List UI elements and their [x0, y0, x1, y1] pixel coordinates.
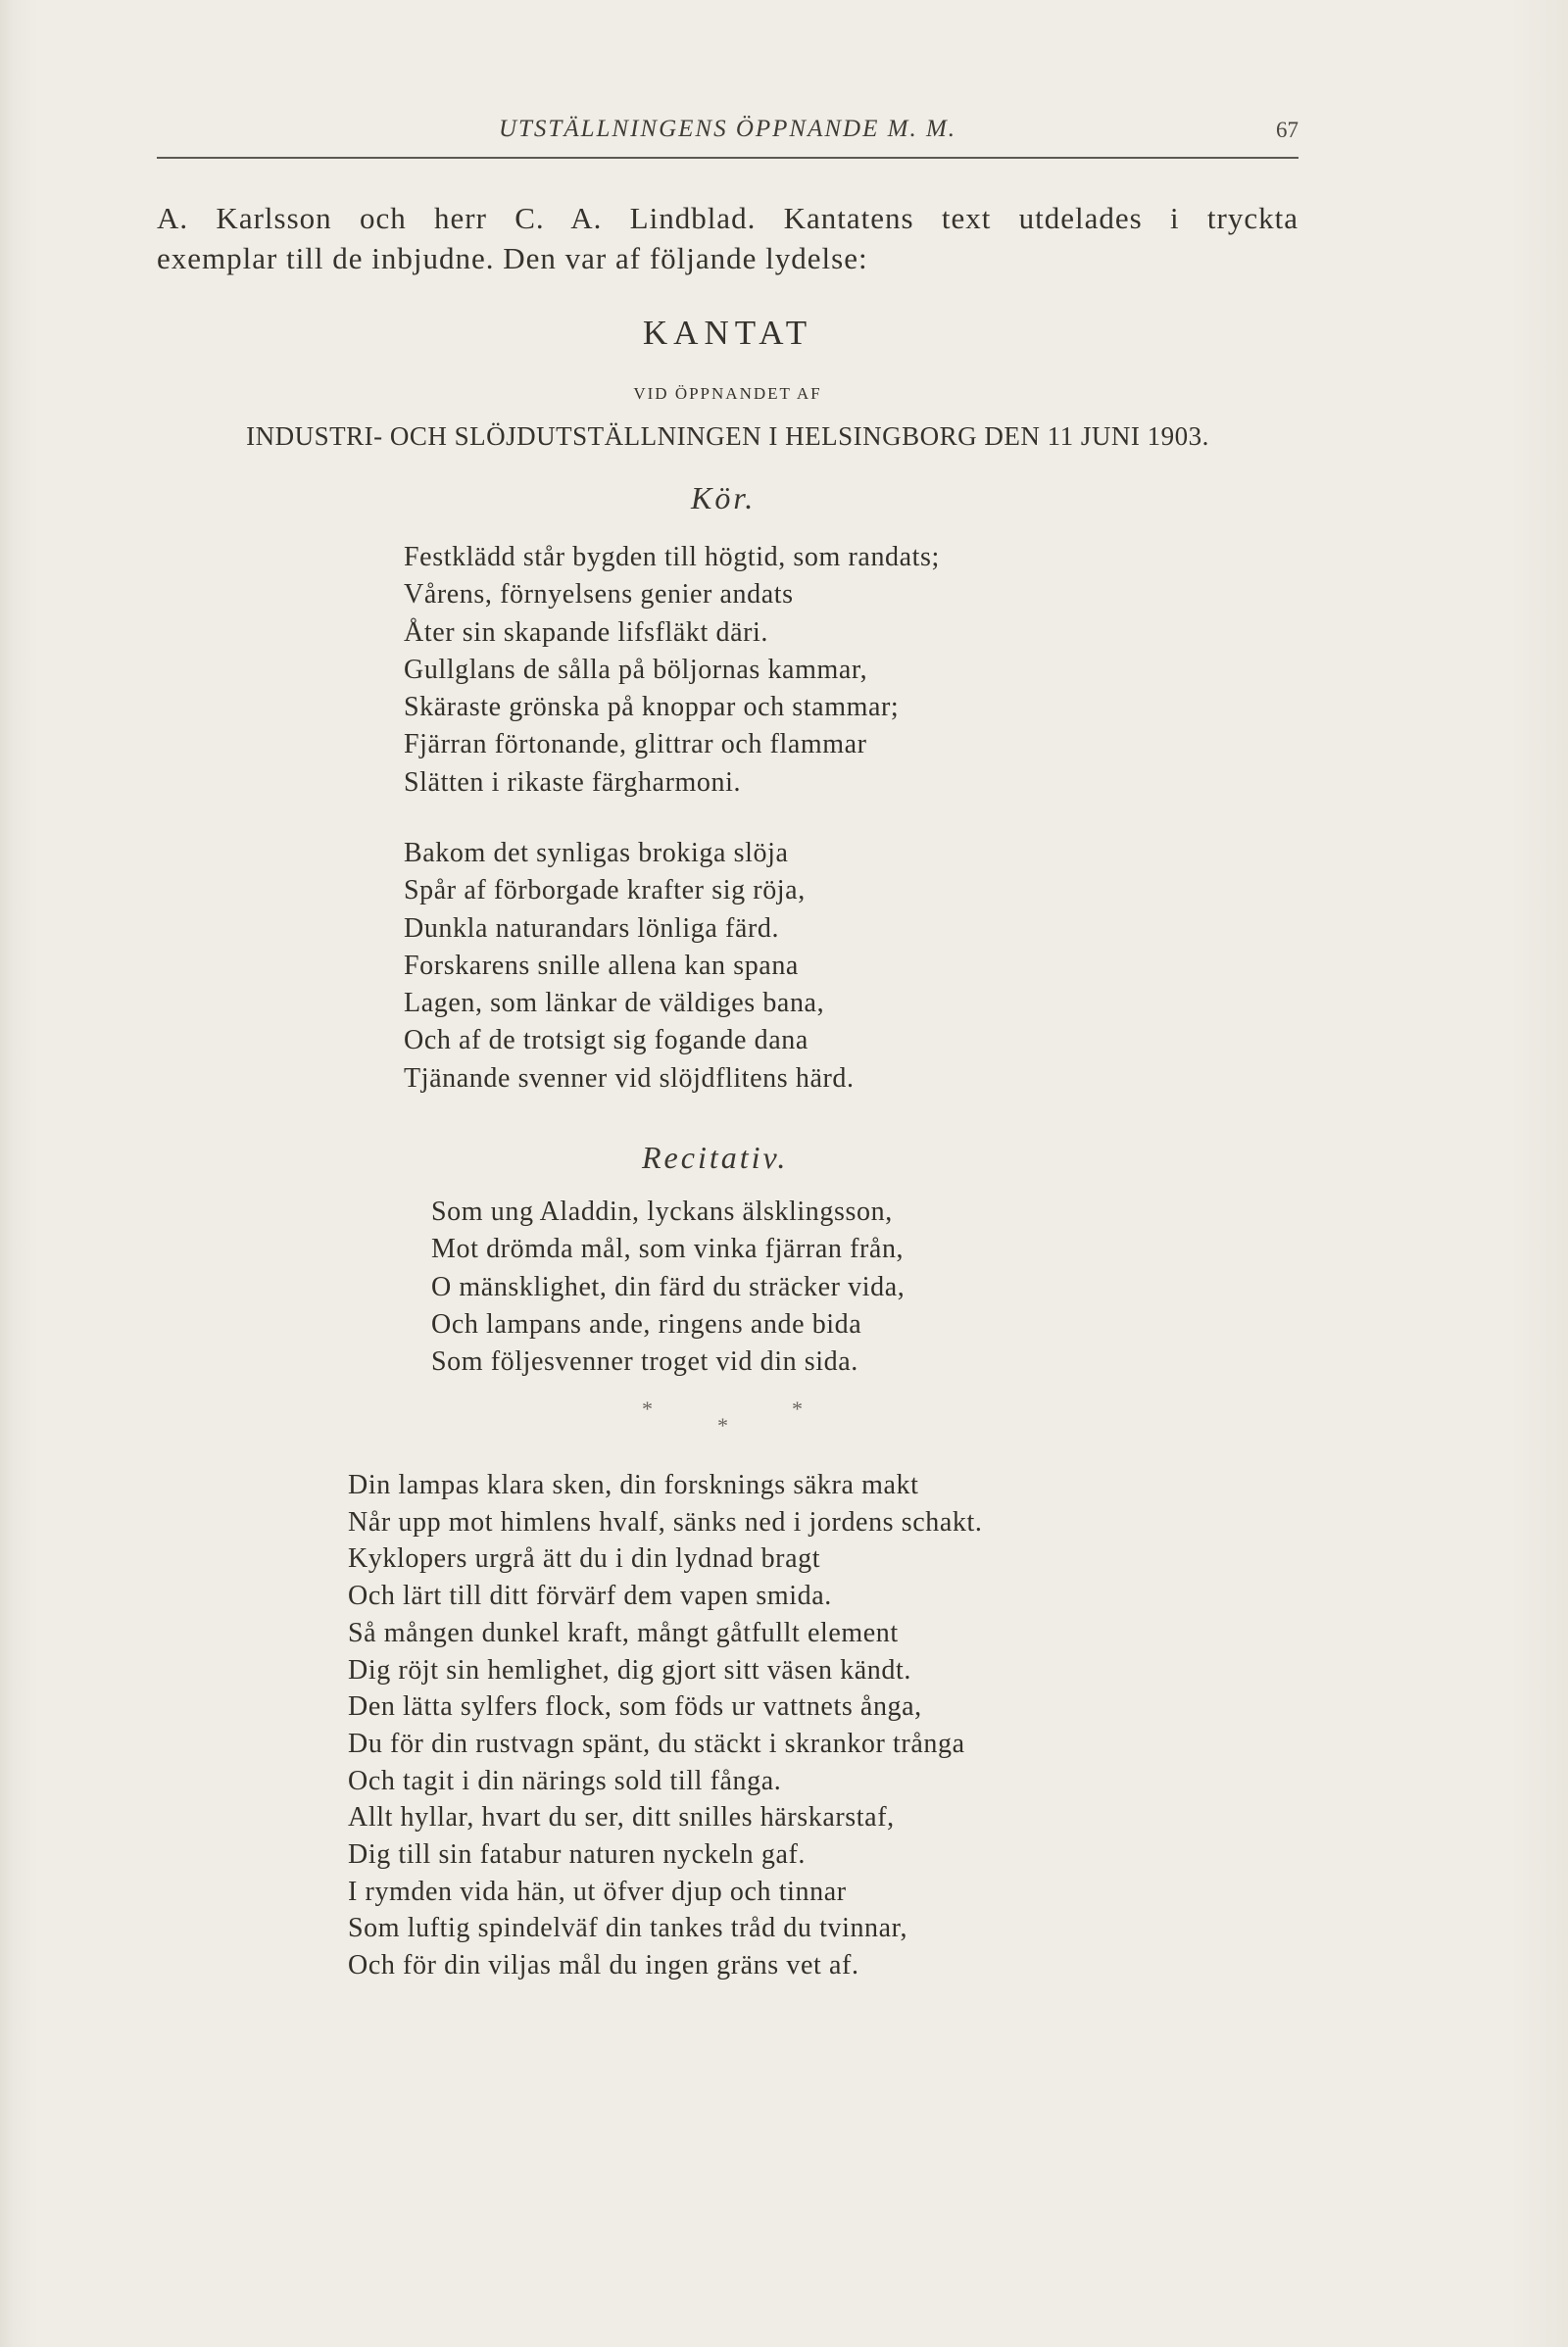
kor-heading: Kör.: [691, 480, 757, 515]
cantata-occasion: INDUSTRI- OCH SLÖJDUTSTÄLLNINGEN I HELSINGBORG DEN 11 JUNI 1903.: [246, 421, 1209, 451]
verse-line: Dig röjt sin hemlighet, dig gjort sitt väsen kändt.: [348, 1654, 911, 1686]
verse-line: Kyklopers urgrå ätt du i din lydnad bragt: [348, 1543, 821, 1575]
intro-line-1: A. Karlsson och herr C. A. Lindblad. Kantatens text utdelades i tryckta: [157, 201, 1298, 235]
recitativ-heading: Recitativ.: [642, 1140, 789, 1175]
verse-line: Som följesvenner troget vid din sida.: [431, 1346, 858, 1378]
verse-line: Den lätta sylfers flock, som föds ur vattnets ånga,: [348, 1691, 922, 1723]
verse-line: Lagen, som länkar de väldiges bana,: [404, 988, 825, 1019]
verse-line: Så mången dunkel kraft, mångt gåtfullt element: [348, 1617, 899, 1648]
asterism-star: *: [792, 1396, 803, 1421]
verse-line: Och af de trotsigt sig fogande dana: [404, 1025, 808, 1056]
verse-line: Åter sin skapande lifsfläkt däri.: [404, 616, 769, 648]
verse-line: O mänsklighet, din färd du sträcker vida,: [431, 1271, 906, 1302]
verse-line: Mot drömda mål, som vinka fjärran från,: [431, 1234, 905, 1265]
verse-line: Vårens, förnyelsens genier andats: [404, 579, 794, 611]
page-header: [157, 110, 1298, 159]
verse-line: Allt hyllar, hvart du ser, ditt snilles härskarstaf,: [348, 1802, 895, 1834]
verse-line: Och lampans ande, ringens ande bida: [431, 1308, 862, 1340]
verse-line: Din lampas klara sken, din forsknings säkra makt: [348, 1470, 919, 1500]
page-number: 67: [1276, 118, 1298, 142]
verse-line: Dig till sin fatabur naturen nyckeln gaf.: [348, 1839, 807, 1871]
verse-line: Festklädd står bygden till högtid, som randats;: [404, 542, 940, 572]
verse-line: Som luftig spindelväf din tankes tråd du tvinnar,: [348, 1913, 908, 1944]
intro-line-2: exemplar till de inbjudne. Den var af följande lydelse:: [157, 241, 868, 275]
kor-stanza-1: [404, 539, 940, 802]
verse-line: Fjärran förtonande, glittrar och flammar: [404, 729, 867, 760]
cantata-title: KANTAT: [642, 314, 813, 352]
verse-line: Spår af förborgade krafter sig röja,: [404, 875, 806, 906]
verse-line: Och tagit i din närings sold till fånga.: [348, 1765, 782, 1796]
verse-line: Du för din rustvagn spänt, du stäckt i skrankor trånga: [348, 1728, 965, 1759]
verse-line: Forskarens snille allena kan spana: [404, 950, 799, 981]
verse-line: Gullglans de sålla på böljornas kammar,: [404, 654, 868, 685]
running-title: UTSTÄLLNINGENS ÖPPNANDE M. M.: [498, 116, 957, 142]
verse-line: Som ung Aladdin, lyckans älsklingsson,: [431, 1197, 893, 1227]
verse-line: Skäraste grönska på knoppar och stammar;: [404, 692, 900, 723]
verse-line: Dunkla naturandars lönliga färd.: [404, 912, 780, 944]
verse-line: Når upp mot himlens hvalf, sänks ned i jordens schakt.: [348, 1506, 983, 1538]
verse-line: I rymden vida hän, ut öfver djup och tinnar: [348, 1876, 847, 1907]
recitativ-stanza: [431, 1194, 905, 1381]
final-stanza: [348, 1467, 983, 1984]
verse-line: Slätten i rikaste färgharmoni.: [404, 766, 742, 798]
verse-line: Och lärt till ditt förvärf dem vapen smida.: [348, 1581, 832, 1612]
verse-line: Tjänande svenner vid slöjdflitens härd.: [404, 1062, 855, 1094]
verse-line: Bakom det synligas brokiga slöja: [404, 838, 789, 868]
asterism-star: *: [642, 1396, 653, 1421]
cantata-subtitle: VID ÖPPNANDET AF: [633, 384, 822, 403]
kor-stanza-2: [404, 835, 855, 1098]
asterism-star: *: [717, 1413, 728, 1438]
verse-line: Och för din viljas mål du ingen gräns vet af.: [348, 1950, 859, 1981]
